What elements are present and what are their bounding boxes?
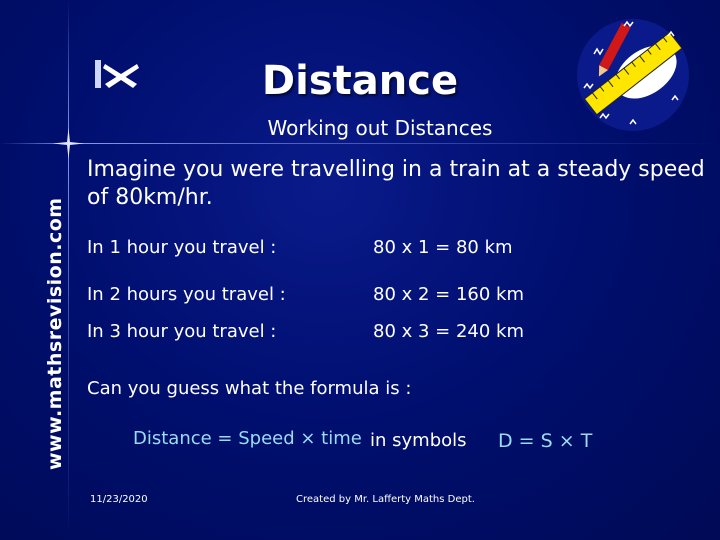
formula-question: Can you guess what the formula is :: [87, 378, 412, 399]
page-subtitle: Working out Distances: [267, 116, 493, 140]
footer-date: 11/23/2020: [90, 494, 148, 505]
ruler-pencil-clipart-icon: [572, 14, 694, 136]
row-label: In 2 hours you travel :: [87, 284, 286, 305]
row-calculation: 80 x 2 = 160 km: [373, 284, 525, 305]
page-title: Distance: [261, 58, 459, 104]
row-calculation: 80 x 3 = 240 km: [373, 321, 525, 342]
formula-symbols: D = S × T: [498, 430, 593, 452]
row-label: In 1 hour you travel :: [87, 237, 277, 258]
star-flare-icon: [53, 128, 84, 159]
formula-words: Distance = Speed × time: [133, 428, 362, 449]
row-calculation: 80 x 1 = 80 km: [373, 237, 513, 258]
row-label: In 3 hour you travel :: [87, 321, 277, 342]
footer-credit: Created by Mr. Lafferty Maths Dept.: [296, 494, 475, 505]
in-symbols-label: in symbols: [370, 430, 467, 451]
maths-logo-icon: [91, 56, 143, 92]
intro-text: Imagine you were travelling in a train at a steady speed of 80km/hr.: [87, 157, 705, 210]
decorative-horizontal-line: [0, 143, 720, 144]
decorative-vertical-line: [68, 0, 69, 540]
website-watermark: www.mathsrevision.com: [44, 197, 66, 470]
